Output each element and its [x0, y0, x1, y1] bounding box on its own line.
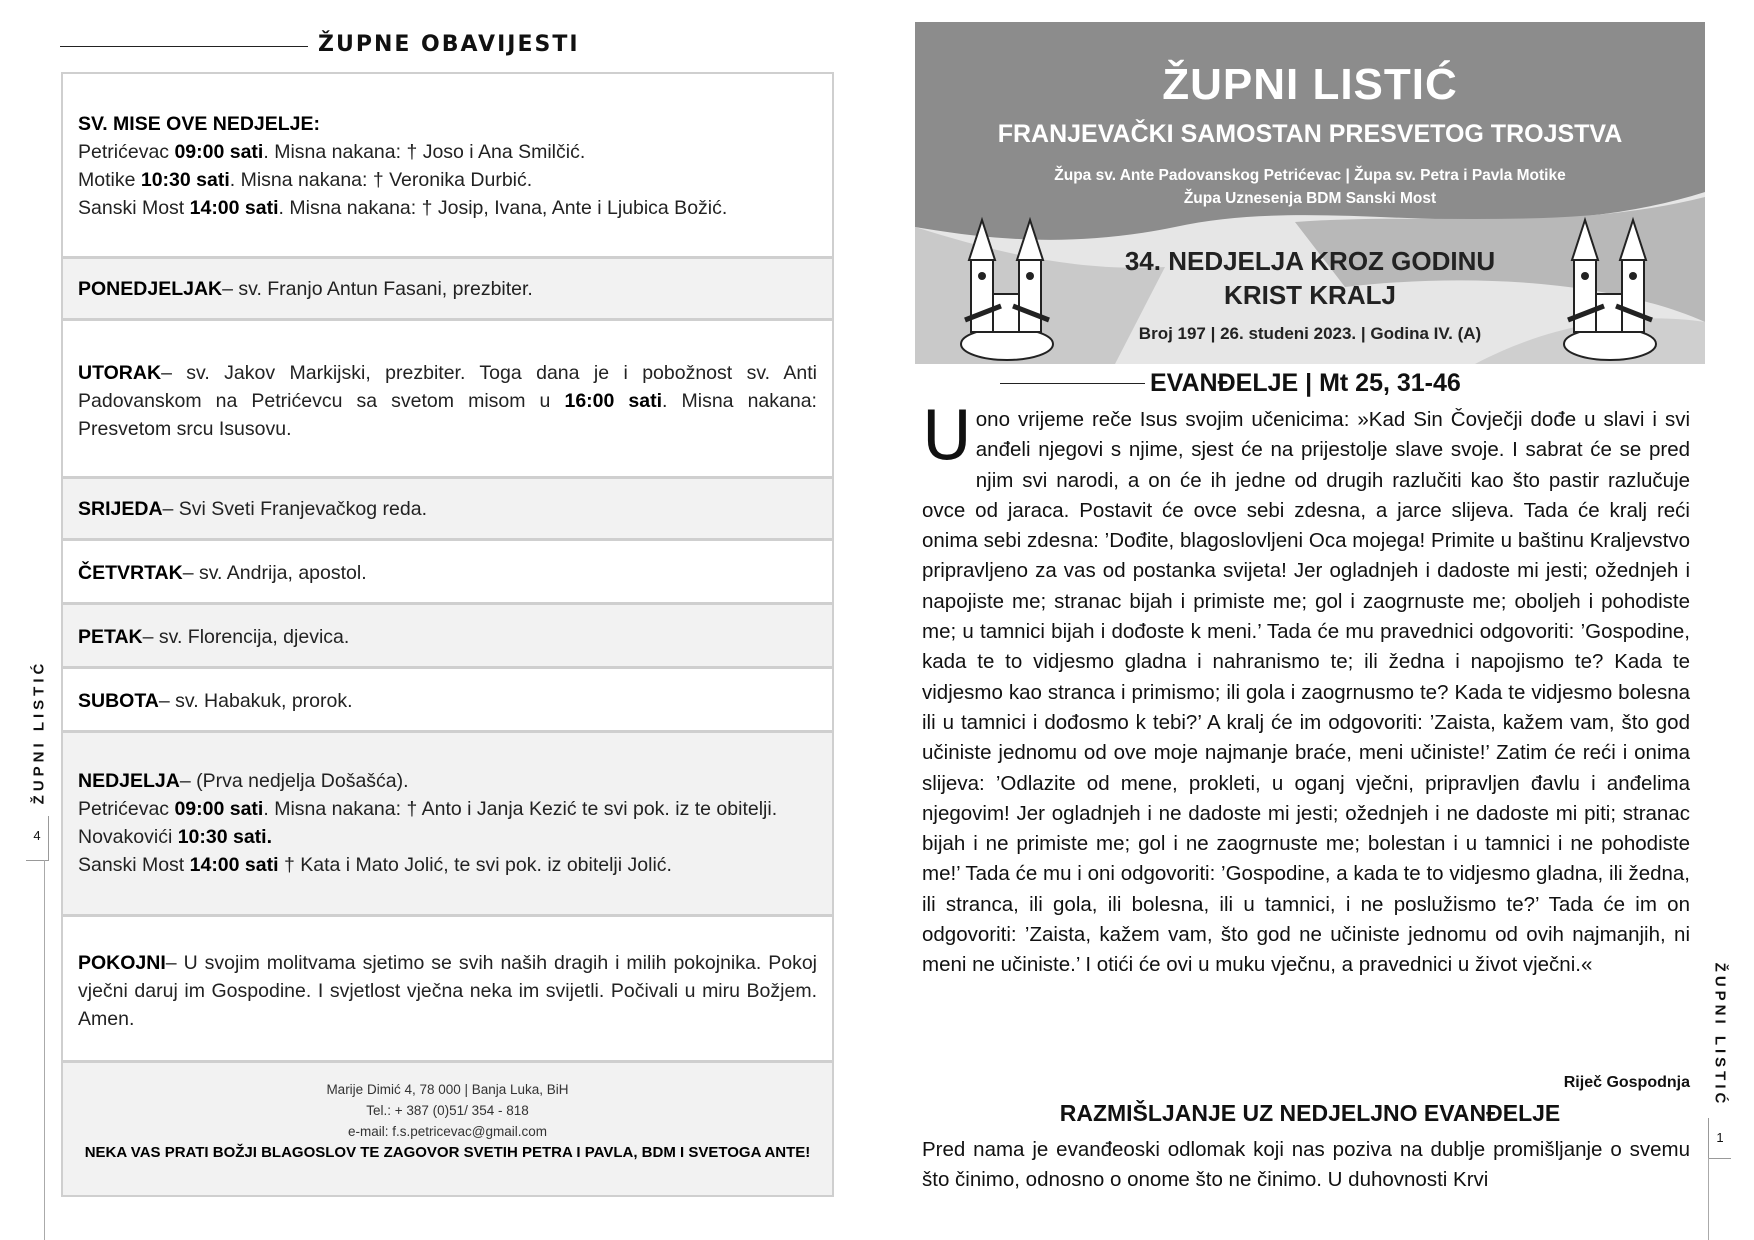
- side-label: ŽUPNI LISTIĆ: [30, 659, 48, 805]
- contact-footer: [63, 1060, 832, 1195]
- day-label: SUBOTA: [78, 690, 159, 712]
- day-text: – sv. Franjo Antun Fasani, prezbiter.: [222, 278, 533, 300]
- margin-rule: [44, 860, 45, 1240]
- mass-line: Sanski Most 14:00 sati † Kata i Mato Jolić, te svi pok. iz obitelji Jolić.: [78, 854, 672, 876]
- day-label: PETAK: [78, 626, 143, 648]
- side-label: ŽUPNI LISTIĆ: [1711, 962, 1729, 1108]
- parishes: Župa sv. Ante Padovanskog Petrićevac | Župa sv. Petra i Pavla Motike Župa Uznesenja BDM Sanski Most: [1054, 167, 1566, 207]
- heading-rule: [60, 46, 308, 47]
- sunday-title: 34. NEDJELJA KROZ GODINU KRIST KRALJ: [1124, 246, 1496, 310]
- monastery-name: FRANJEVAČKI SAMOSTAN PRESVETOG TROJSTVA: [997, 120, 1623, 148]
- mass-line: Petrićevac 09:00 sati. Misna nakana: † Joso i Ana Smilčić.: [78, 141, 586, 163]
- mass-line: Sanski Most 14:00 sati. Misna nakana: † Josip, Ivana, Ante i Ljubica Božić.: [78, 197, 728, 219]
- phone: Tel.: + 387 (0)51/ 354 - 818: [366, 1103, 529, 1118]
- address: Marije Dimić 4, 78 000 | Banja Luka, BiH: [326, 1082, 569, 1097]
- newsletter-title: ŽUPNI LISTIĆ: [1162, 60, 1458, 109]
- day-label: PONEDJELJAK: [78, 278, 223, 300]
- day-text: – Svi Sveti Franjevačkog reda.: [162, 498, 427, 520]
- page-number: 4: [26, 816, 49, 861]
- monday-block: [63, 256, 832, 318]
- issue-info: Broj 197 | 26. studeni 2023. | Godina IV. (A): [1138, 324, 1482, 343]
- notices-heading: ŽUPNE OBAVIJESTI: [318, 32, 580, 57]
- day-label: NEDJELJA: [78, 770, 180, 792]
- day-label: ČETVRTAK: [78, 562, 183, 584]
- friday-block: [63, 602, 832, 666]
- masthead-banner: [915, 22, 1705, 364]
- notices-box: [61, 72, 834, 1197]
- reflection-text: Pred nama je evanđeoski odlomak koji nas poziva na dublje promišljanje o svemu što činimo, odnosno o onome što ne činimo. U duhovnosti Krvi: [922, 1138, 1690, 1192]
- day-label: POKOJNI: [78, 952, 166, 974]
- saturday-block: [63, 666, 832, 730]
- gospel-title: EVANĐELJE | Mt 25, 31-46: [1150, 369, 1461, 397]
- day-label: SRIJEDA: [78, 498, 163, 520]
- page-number: 1: [1708, 1118, 1731, 1159]
- drop-cap: U: [922, 397, 972, 476]
- margin-rule: [1708, 1158, 1709, 1240]
- wednesday-block: [63, 476, 832, 538]
- gospel-signature: Riječ Gospodnja: [1563, 1074, 1690, 1091]
- gospel-text: Uono vrijeme reče Isus svojim učenicima: »Kad Sin Čovječji dođe u slavi i svi anđeli njegovi s njime, sjest će na prijestolje slave svoje. I sabrat će se pred njim svi narodi, a on će ih jedne od drugih razlučiti kao što pastir razlučuje ovce od jaraca. Postavit će ovce sebi zdesna, a jarce slijeva. Tada će kralj reći onima sebi zdesna: ’Dođite, blagoslovljeni Oca mojega! Primite u baštinu Kraljevstvo pripravljeno za vas od postanka svijeta! Jer ogladnjeh i dadoste mi jesti; ožednjeh i napojiste me; stranac bijah i primiste me; gol i zaogrnuste me; oboljeh i pohodiste me; u tamnici bijah i dođoste k meni.’ Tada će mu pravednici odgovoriti: ’Gospodine, kada te to vidjesmo gladna i nahranismo te; ili žedna i napojismo te? Kada te vidjesmo kao stranca i primismo; ili gola i zaogrnusmo te? Kada te vidjesmo bolesna ili u tamnici i dođosmo k tebi?’ A kralj će im odgovoriti: ’Zaista, kažem vam, što god učiniste jednomu od ove moje najmanje braće, meni učiniste!’ Zatim će reći i onima slijeva: ’Odlazite od mene, prokleti, u oganj vječni, pripravljen đavlu i anđelima njegovim! Jer ogladnjeh i ne dadoste mi jesti; ožednjeh i ne dadoste mi piti; stranac bijah i ne primiste me; gol i ne zaogrnuste me; bolestan i u tamnici i ne pohodiste me!’ Tada će mu i oni odgovoriti: ’Gospodine, a kada te to vidjesmo gladna, ili žedna, ili stranca, ili gola, ili bolesna, ili u tamnici, i ne poslužismo te?’ Tada će im on odgovoriti: ’Zaista, kažem vam, što god ne učiniste jednomu od ovih najmanjih, ni meni ne učiniste.’ I otići će ovi u muku vječnu, a pravednici u život vječni.«: [922, 397, 1690, 977]
- masses-title: SV. MISE OVE NEDJELJE:: [78, 113, 321, 135]
- sunday-block: NEDJELJA– (Prva nedjelja Došašća). Petrićevac 09:00 sati. Misna nakana: † Anto i Janja Kezić te svi pok. iz te obitelji. Novakovići 10:30 sati. Sanski Most 14:00 sati † Kata i Mato Jolić, te svi pok. iz obitelji Jolić.: [63, 730, 832, 914]
- day-text: – sv. Habakuk, prorok.: [158, 690, 353, 712]
- blessing: NEKA VAS PRATI BOŽJI BLAGOSLOV TE ZAGOVOR SVETIH PETRA I PAVLA, BDM I SVETOGA ANTE!: [84, 1144, 811, 1161]
- day-text: – sv. Florencija, djevica.: [142, 626, 350, 648]
- mass-line: Petrićevac 09:00 sati. Misna nakana: † Anto i Janja Kezić te svi pok. iz te obitelji.: [78, 798, 778, 820]
- gospel-rule: [1000, 383, 1145, 384]
- reflection-title: RAZMIŠLJANJE UZ NEDJELJNO EVANĐELJE: [1059, 1100, 1561, 1126]
- deceased-block: POKOJNI– U svojim molitvama sjetimo se svih naših dragih i milih pokojnika. Pokoj vječni daruj im Gospodine. I svjetlost vječna neka im svijetli. Počivali u miru Božjem. Amen.: [63, 914, 832, 1060]
- day-label: UTORAK: [78, 362, 162, 384]
- thursday-block: [63, 538, 832, 602]
- day-text: – sv. Andrija, apostol.: [182, 562, 367, 584]
- email: e-mail: f.s.petricevac@gmail.com: [347, 1124, 547, 1139]
- tuesday-block: UTORAK– sv. Jakov Markijski, prezbiter. Toga dana je i pobožnost sv. Anti Padovanskom na Petrićevcu sa svetom misom u 16:00 sati. Misna nakana: Presvetom srcu Isusovu.: [63, 318, 832, 476]
- mass-line: Novakovići 10:30 sati.: [78, 826, 273, 848]
- mass-line: Motike 10:30 sati. Misna nakana: † Veronika Durbić.: [78, 169, 533, 191]
